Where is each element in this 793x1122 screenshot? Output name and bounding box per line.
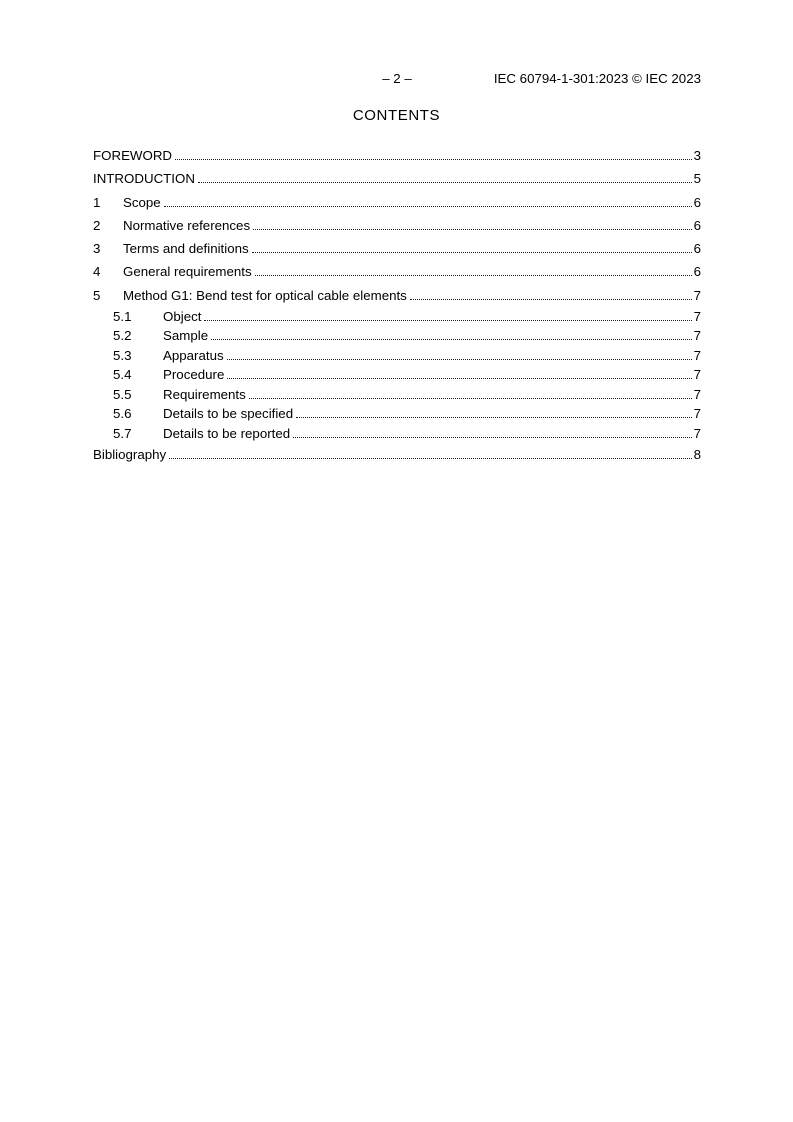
toc-entry-number: 5.2 xyxy=(113,328,132,344)
toc-entry-label: Procedure xyxy=(163,367,225,383)
toc-entry-label: Requirements xyxy=(163,386,246,402)
toc-entry xyxy=(93,365,701,384)
toc-entry-label: Method G1: Bend test for optical cable elements xyxy=(123,287,407,303)
toc-entry-number: 5.7 xyxy=(113,425,132,441)
toc-entry-label: Scope xyxy=(123,194,161,210)
toc-entry xyxy=(93,404,701,423)
toc-dot-leader xyxy=(164,206,692,207)
toc-entry-number: 4 xyxy=(93,264,101,280)
toc-entry-number: 3 xyxy=(93,241,101,257)
toc-entry-page: 7 xyxy=(693,367,701,383)
toc-entry xyxy=(93,284,701,307)
toc-dot-leader xyxy=(293,437,691,438)
toc-entry-page: 7 xyxy=(693,328,701,344)
toc-entry xyxy=(93,191,701,214)
toc-entry xyxy=(93,307,701,326)
toc-dot-leader xyxy=(198,182,692,183)
toc-entry-page: 6 xyxy=(693,217,701,233)
toc-entry-page: 8 xyxy=(693,446,701,462)
toc-dot-leader xyxy=(175,159,692,160)
toc-entry-number: 5 xyxy=(93,287,101,303)
toc-entry-page: 5 xyxy=(693,171,701,187)
toc-entry xyxy=(93,260,701,283)
toc-entry-page: 7 xyxy=(693,287,701,303)
toc-entry xyxy=(93,326,701,345)
toc-entry-page: 6 xyxy=(693,194,701,210)
toc-entry xyxy=(93,167,701,190)
toc-dot-leader xyxy=(252,252,692,253)
document-reference: IEC 60794-1-301:2023 © IEC 2023 xyxy=(493,71,701,86)
toc-entry xyxy=(93,214,701,237)
toc-entry-label: Bibliography xyxy=(93,446,167,462)
toc-dot-leader xyxy=(255,275,692,276)
toc-entry-number: 5.4 xyxy=(113,367,132,383)
toc-dot-leader xyxy=(249,398,692,399)
toc-entry-label: Object xyxy=(163,309,202,325)
toc-dot-leader xyxy=(204,320,691,321)
toc-entry-label: Apparatus xyxy=(163,347,224,363)
toc-dot-leader xyxy=(410,299,692,300)
toc-entry-number: 5.3 xyxy=(113,347,132,363)
toc-entry xyxy=(93,346,701,365)
toc-entry-label: Terms and definitions xyxy=(123,241,249,257)
toc-dot-leader xyxy=(296,417,692,418)
toc-entry-number: 5.6 xyxy=(113,406,132,422)
toc-entry-label: Sample xyxy=(163,328,209,344)
toc-entry xyxy=(93,237,701,260)
toc-entry-label: Normative references xyxy=(123,217,251,233)
toc-entry xyxy=(93,443,701,466)
toc-entry-label: FOREWORD xyxy=(93,148,173,163)
page-number: – 2 – xyxy=(382,71,412,86)
page-header xyxy=(93,71,701,89)
toc-entry-page: 7 xyxy=(693,406,701,422)
toc-entry-page: 7 xyxy=(693,425,701,441)
contents-title: CONTENTS xyxy=(352,107,441,124)
toc-entry-page: 7 xyxy=(693,347,701,363)
toc-entry-number: 1 xyxy=(93,194,101,210)
toc-entry-label: General requirements xyxy=(123,264,252,280)
toc-list xyxy=(93,144,701,466)
toc-dot-leader xyxy=(227,359,692,360)
toc-entry-label: Details to be reported xyxy=(163,425,291,441)
toc-entry xyxy=(93,144,701,167)
toc-dot-leader xyxy=(253,229,691,230)
toc-entry-number: 2 xyxy=(93,217,101,233)
toc-entry-label: INTRODUCTION xyxy=(93,171,195,187)
toc-entry xyxy=(93,424,701,443)
toc-entry-number: 5.1 xyxy=(113,309,132,325)
toc-dot-leader xyxy=(227,378,691,379)
toc-entry-page: 6 xyxy=(693,264,701,280)
toc-entry-page: 3 xyxy=(693,148,701,163)
toc-entry-page: 7 xyxy=(693,309,701,325)
toc-entry-label: Details to be specified xyxy=(163,406,294,422)
toc-entry-number: 5.5 xyxy=(113,386,132,402)
toc-entry xyxy=(93,385,701,404)
toc-entry-page: 7 xyxy=(693,386,701,402)
toc-dot-leader xyxy=(169,458,691,459)
toc-dot-leader xyxy=(211,339,692,340)
toc-entry-page: 6 xyxy=(693,241,701,257)
